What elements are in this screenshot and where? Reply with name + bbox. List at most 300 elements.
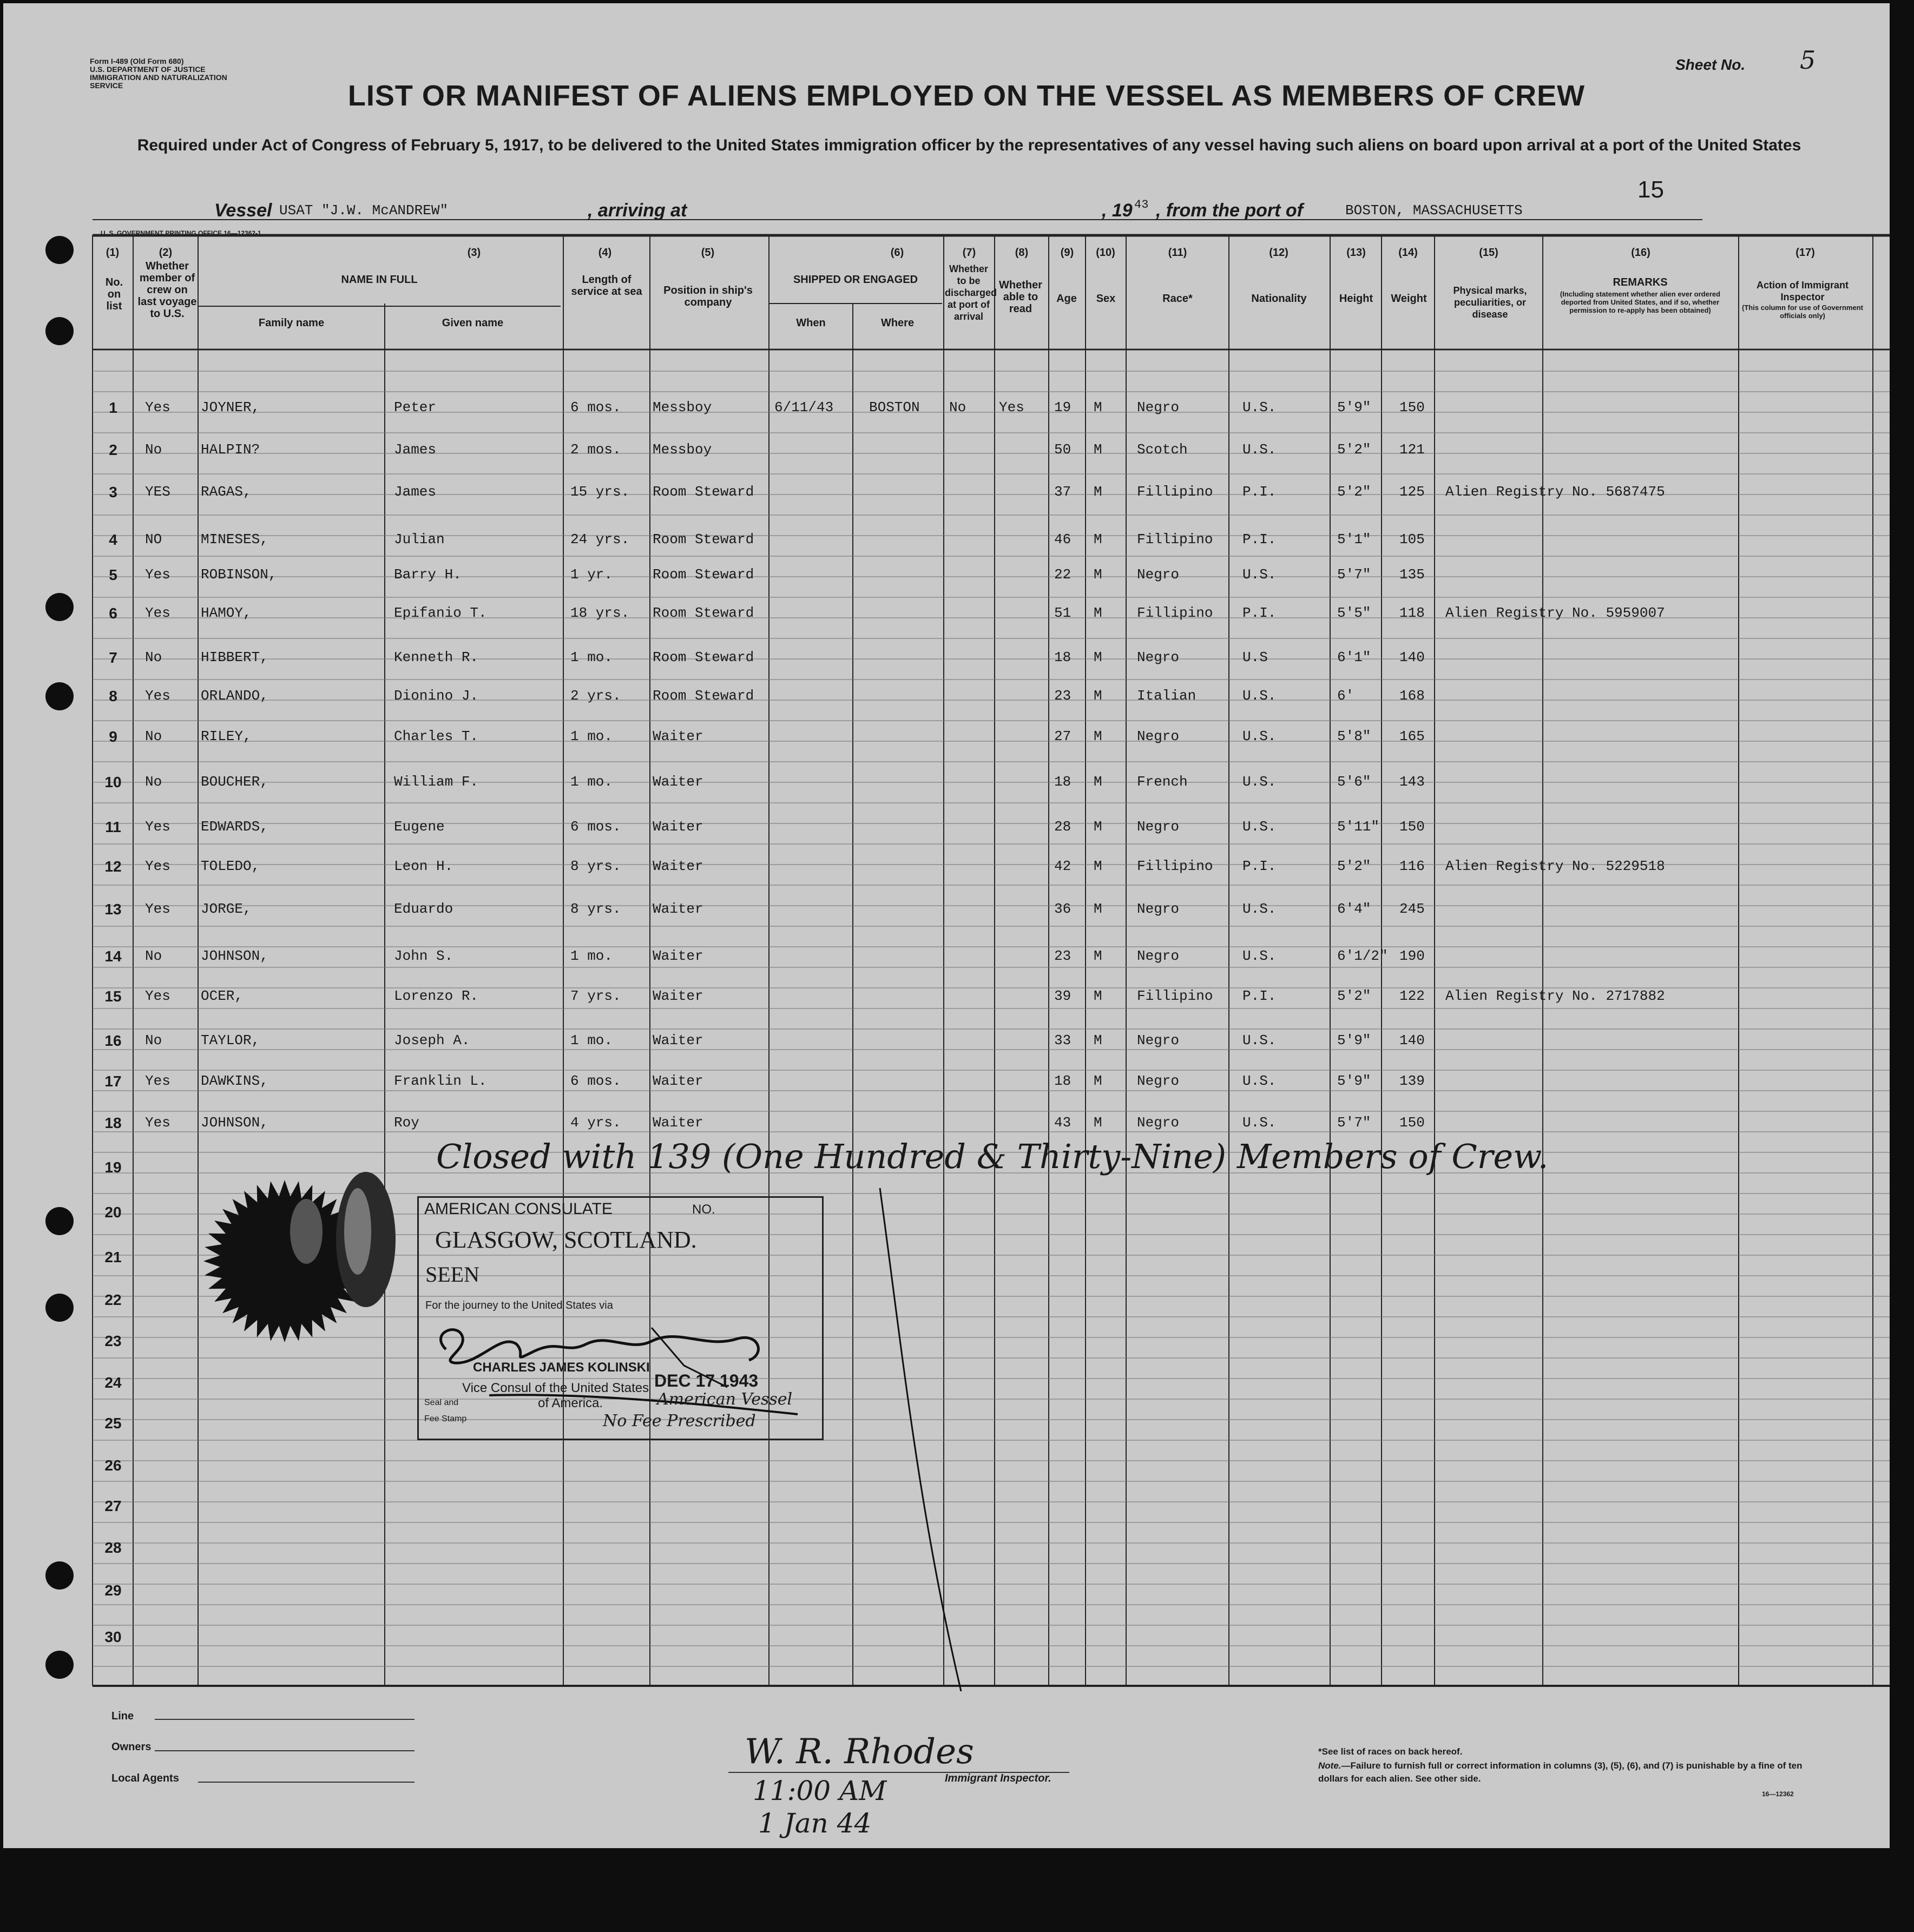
- column-number: (3): [467, 247, 481, 259]
- agents-label: Local Agents: [111, 1772, 179, 1784]
- cell-age: 27: [1054, 728, 1071, 744]
- cell-age: 46: [1054, 531, 1071, 548]
- cell-given-name: Lorenzo R.: [394, 988, 479, 1004]
- penalty-note: [1318, 1759, 1816, 1785]
- date-note: 1 Jan 44: [758, 1808, 872, 1839]
- cell-nationality: U.S.: [1242, 399, 1277, 416]
- column-number: (12): [1269, 247, 1288, 259]
- cell-nationality: P.I.: [1242, 988, 1277, 1004]
- page-subtitle: Required under Act of Congress of February 5, 1917, to be delivered to the United States immigration officer by the representatives of any vessel having such aliens on board upon arrival at a port of the United States: [137, 136, 1801, 154]
- cell-race: Italian: [1137, 688, 1196, 704]
- cell-prev-voyage: No: [145, 441, 162, 458]
- cell-height: 5'2": [1337, 988, 1371, 1004]
- cell-family-name: JORGE,: [201, 901, 252, 917]
- cell-where: BOSTON: [869, 399, 920, 416]
- cell-prev-voyage: Yes: [145, 988, 170, 1004]
- col-header-sex: Sex: [1096, 293, 1116, 305]
- stamp-title2: of America.: [538, 1396, 603, 1410]
- form-code: 16—12362: [1762, 1790, 1794, 1798]
- cell-family-name: EDWARDS,: [201, 819, 268, 835]
- cell-prev-voyage: Yes: [145, 858, 170, 874]
- column-number: (5): [701, 247, 715, 259]
- form-number: Form I-489 (Old Form 680): [90, 57, 184, 65]
- column-number: (15): [1479, 247, 1498, 259]
- stamp-signatory: CHARLES JAMES KOLINSKI: [473, 1360, 650, 1375]
- cell-race: Negro: [1137, 901, 1180, 917]
- consulate-stamp: [417, 1196, 824, 1440]
- cell-nationality: U.S.: [1242, 948, 1277, 964]
- owners-label: Owners: [111, 1741, 152, 1753]
- col-header-when: When: [796, 317, 826, 329]
- col-header-discharged: Whether to be discharged at port of arrival: [945, 263, 997, 322]
- cell-given-name: James: [394, 441, 437, 458]
- cell-given-name: Barry H.: [394, 566, 462, 583]
- arriving-label: , arriving at: [588, 200, 687, 221]
- vessel-name: USAT "J.W. McANDREW": [279, 202, 449, 219]
- cell-service: 1 mo.: [570, 649, 613, 665]
- cell-sex: M: [1094, 649, 1102, 665]
- cell-prev-voyage: No: [145, 649, 162, 665]
- cell-age: 18: [1054, 649, 1071, 665]
- column-number: (16): [1631, 247, 1650, 259]
- cell-prev-voyage: Yes: [145, 399, 170, 416]
- cell-family-name: HALPIN?: [201, 441, 260, 458]
- col-header-given-name: Given name: [442, 317, 504, 329]
- row-number: 27: [104, 1498, 122, 1514]
- cell-weight: 143: [1399, 774, 1425, 790]
- cell-weight: 105: [1399, 531, 1425, 548]
- cell-race: Negro: [1137, 1115, 1180, 1131]
- column-number: (14): [1398, 247, 1418, 259]
- cell-service: 8 yrs.: [570, 901, 621, 917]
- cell-sex: M: [1094, 774, 1102, 790]
- cell-service: 6 mos.: [570, 399, 621, 416]
- cell-remarks: Alien Registry No. 5229518: [1445, 858, 1665, 874]
- stamp-seal-label: Seal and: [424, 1398, 459, 1407]
- col-header-shipped: SHIPPED OR ENGAGED: [793, 274, 918, 286]
- note-text: —Failure to furnish full or correct information in columns (3), (5), (6), and (7) is punishable by a fine of ten dollars for each alien. See other side.: [1318, 1760, 1803, 1784]
- cell-family-name: TAYLOR,: [201, 1032, 260, 1049]
- cell-height: 5'9": [1337, 399, 1371, 416]
- cell-prev-voyage: Yes: [145, 819, 170, 835]
- cell-remarks: Alien Registry No. 2717882: [1445, 988, 1665, 1004]
- cell-weight: 121: [1399, 441, 1425, 458]
- cell-race: Negro: [1137, 649, 1180, 665]
- col-header-where: Where: [880, 317, 915, 329]
- cell-height: 5'5": [1337, 605, 1371, 621]
- cell-position: Waiter: [653, 774, 703, 790]
- column-number: (13): [1346, 247, 1366, 259]
- cell-given-name: John S.: [394, 948, 453, 964]
- col-header-age: Age: [1056, 293, 1077, 305]
- cell-prev-voyage: Yes: [145, 1115, 170, 1131]
- cell-position: Room Steward: [653, 688, 754, 704]
- cell-position: Room Steward: [653, 649, 754, 665]
- row-number: 16: [104, 1032, 122, 1049]
- cell-weight: 190: [1399, 948, 1425, 964]
- seal-stamps: [203, 1161, 420, 1361]
- column-number: (9): [1060, 247, 1074, 259]
- inspector-label: Immigrant Inspector.: [945, 1772, 1051, 1784]
- row-number: 28: [104, 1539, 122, 1556]
- cell-sex: M: [1094, 948, 1102, 964]
- col-header-race: Race*: [1162, 293, 1193, 305]
- stamp-title1: Vice Consul of the United States: [462, 1381, 649, 1395]
- cell-service: 18 yrs.: [570, 605, 630, 621]
- year-label: , 19: [1102, 200, 1133, 221]
- cell-position: Waiter: [653, 988, 703, 1004]
- stamp-date: DEC 17 1943: [654, 1371, 759, 1390]
- cell-race: Negro: [1137, 1032, 1180, 1049]
- column-number: (11): [1168, 247, 1187, 259]
- row-number: 25: [104, 1415, 122, 1432]
- cell-family-name: ROBINSON,: [201, 566, 277, 583]
- stamp-no-label: NO.: [692, 1202, 715, 1217]
- cell-position: Waiter: [653, 1073, 703, 1089]
- col-header-prev-voyage: Whether member of crew on last voyage to U.S.: [137, 260, 197, 320]
- cell-age: 43: [1054, 1115, 1071, 1131]
- cell-age: 23: [1054, 688, 1071, 704]
- row-number: 11: [105, 819, 121, 835]
- column-number: (4): [598, 247, 612, 259]
- cell-race: Fillipino: [1137, 484, 1213, 500]
- row-number: 1: [109, 399, 117, 416]
- year-value: 43: [1134, 198, 1149, 212]
- cell-sex: M: [1094, 819, 1102, 835]
- cell-height: 5'7": [1337, 1115, 1371, 1131]
- col-header-remarks-note: (Including statement whether alien ever ordered deported from United States, and if so, whether permission to re-apply has been obtained): [1560, 290, 1721, 314]
- stamp-journey: For the journey to the United States via: [425, 1300, 613, 1311]
- row-number: 20: [104, 1204, 122, 1221]
- col-header-remarks: REMARKS: [1613, 276, 1668, 288]
- cell-family-name: HIBBERT,: [201, 649, 268, 665]
- cell-sex: M: [1094, 688, 1102, 704]
- cell-prev-voyage: Yes: [145, 605, 170, 621]
- cell-given-name: Franklin L.: [394, 1073, 487, 1089]
- cell-sex: M: [1094, 399, 1102, 416]
- cell-service: 2 yrs.: [570, 688, 621, 704]
- stamp-handwritten-fee: No Fee Prescribed: [603, 1412, 756, 1430]
- cell-nationality: U.S.: [1242, 1115, 1277, 1131]
- manifest-sheet: [3, 3, 1890, 1848]
- cell-age: 33: [1054, 1032, 1071, 1049]
- cell-race: Negro: [1137, 399, 1180, 416]
- row-number: 14: [104, 948, 122, 965]
- row-number: 23: [104, 1333, 122, 1349]
- cell-height: 5'7": [1337, 566, 1371, 583]
- cell-position: Waiter: [653, 858, 703, 874]
- row-number: 22: [104, 1291, 122, 1308]
- cell-given-name: Eduardo: [394, 901, 453, 917]
- cell-sex: M: [1094, 858, 1102, 874]
- cell-nationality: U.S.: [1242, 566, 1277, 583]
- races-note: *See list of races on back hereof.: [1318, 1746, 1463, 1757]
- vessel-label: Vessel: [214, 200, 272, 221]
- cell-race: Negro: [1137, 948, 1180, 964]
- line-label: Line: [111, 1710, 134, 1722]
- cell-family-name: HAMOY,: [201, 605, 252, 621]
- cell-weight: 140: [1399, 1032, 1425, 1049]
- page-number: 15: [1637, 176, 1664, 203]
- cell-race: Negro: [1137, 728, 1180, 744]
- cell-position: Waiter: [653, 948, 703, 964]
- cell-nationality: U.S.: [1242, 1073, 1277, 1089]
- cell-given-name: Charles T.: [394, 728, 479, 744]
- column-number: (2): [159, 247, 173, 259]
- cell-weight: 150: [1399, 399, 1425, 416]
- cell-position: Room Steward: [653, 484, 754, 500]
- cell-height: 5'11": [1337, 819, 1380, 835]
- cell-service: 6 mos.: [570, 819, 621, 835]
- cell-height: 5'1": [1337, 531, 1371, 548]
- cell-age: 37: [1054, 484, 1071, 500]
- cell-race: Fillipino: [1137, 605, 1213, 621]
- cell-given-name: Roy: [394, 1115, 419, 1131]
- cell-family-name: BOUCHER,: [201, 774, 268, 790]
- cell-nationality: P.I.: [1242, 531, 1277, 548]
- col-header-nationality: Nationality: [1251, 293, 1307, 305]
- cell-discharged: No: [949, 399, 966, 416]
- cell-service: 8 yrs.: [570, 858, 621, 874]
- cell-height: 5'8": [1337, 728, 1371, 744]
- row-number: 2: [109, 441, 117, 458]
- cell-prev-voyage: NO: [145, 531, 162, 548]
- cell-weight: 140: [1399, 649, 1425, 665]
- cell-position: Waiter: [653, 1115, 703, 1131]
- cell-service: 1 mo.: [570, 728, 613, 744]
- cell-height: 5'9": [1337, 1073, 1371, 1089]
- cell-remarks: Alien Registry No. 5959007: [1445, 605, 1665, 621]
- cell-service: 2 mos.: [570, 441, 621, 458]
- cell-given-name: Joseph A.: [394, 1032, 470, 1049]
- cell-weight: 139: [1399, 1073, 1425, 1089]
- col-header-position: Position in ship's company: [663, 285, 753, 308]
- cell-given-name: Peter: [394, 399, 437, 416]
- cell-service: 6 mos.: [570, 1073, 621, 1089]
- cell-sex: M: [1094, 1032, 1102, 1049]
- cell-weight: 125: [1399, 484, 1425, 500]
- cell-remarks: Alien Registry No. 5687475: [1445, 484, 1665, 500]
- cell-service: 1 yr.: [570, 566, 613, 583]
- column-number: (6): [890, 247, 904, 259]
- cell-prev-voyage: No: [145, 774, 162, 790]
- service-name: IMMIGRATION AND NATURALIZATION SERVICE: [90, 73, 227, 90]
- cell-service: 1 mo.: [570, 774, 613, 790]
- cell-prev-voyage: No: [145, 1032, 162, 1049]
- cell-race: Negro: [1137, 1073, 1180, 1089]
- cell-sex: M: [1094, 901, 1102, 917]
- cell-race: Negro: [1137, 819, 1180, 835]
- column-number: (8): [1015, 247, 1029, 259]
- cell-height: 6'4": [1337, 901, 1371, 917]
- row-number: 15: [104, 988, 122, 1005]
- stamp-handwritten-vessel: American Vessel: [657, 1390, 793, 1409]
- cell-age: 19: [1054, 399, 1071, 416]
- col-header-action: Action of Immigrant Inspector: [1757, 280, 1849, 302]
- row-number: 17: [104, 1073, 122, 1090]
- cell-age: 39: [1054, 988, 1071, 1004]
- row-number: 30: [104, 1628, 122, 1645]
- row-number: 26: [104, 1457, 122, 1474]
- cell-position: Waiter: [653, 1032, 703, 1049]
- inspector-signature: W. R. Rhodes: [745, 1732, 974, 1772]
- department-name: U.S. DEPARTMENT OF JUSTICE: [90, 65, 206, 74]
- cell-weight: 116: [1399, 858, 1425, 874]
- cell-age: 22: [1054, 566, 1071, 583]
- page-title: LIST OR MANIFEST OF ALIENS EMPLOYED ON THE VESSEL AS MEMBERS OF CREW: [347, 80, 1586, 112]
- row-number: 9: [109, 728, 117, 745]
- cell-prev-voyage: Yes: [145, 688, 170, 704]
- cell-weight: 165: [1399, 728, 1425, 744]
- row-number: 19: [104, 1159, 122, 1176]
- cell-service: 7 yrs.: [570, 988, 621, 1004]
- cell-height: 6'1/2": [1337, 948, 1388, 964]
- cell-nationality: P.I.: [1242, 484, 1277, 500]
- cell-race: French: [1137, 774, 1188, 790]
- cell-nationality: U.S.: [1242, 441, 1277, 458]
- row-number: 10: [104, 774, 122, 790]
- col-header-number: No. on list: [105, 276, 123, 312]
- cell-family-name: DAWKINS,: [201, 1073, 268, 1089]
- from-port-label: , from the port of: [1156, 200, 1303, 221]
- column-number: (17): [1795, 247, 1815, 259]
- cell-nationality: U.S.: [1242, 688, 1277, 704]
- cell-family-name: ORLANDO,: [201, 688, 268, 704]
- cell-sex: M: [1094, 441, 1102, 458]
- cell-family-name: TOLEDO,: [201, 858, 260, 874]
- cell-sex: M: [1094, 988, 1102, 1004]
- cell-given-name: Leon H.: [394, 858, 453, 874]
- col-header-height: Height: [1339, 293, 1373, 305]
- note-label: Note.: [1318, 1760, 1341, 1771]
- cell-sex: M: [1094, 605, 1102, 621]
- cell-age: 18: [1054, 1073, 1071, 1089]
- cell-position: Waiter: [653, 819, 703, 835]
- row-number: 12: [104, 858, 122, 875]
- col-header-weight: Weight: [1391, 293, 1427, 305]
- cell-age: 51: [1054, 605, 1071, 621]
- stamp-fee-label: Fee Stamp: [424, 1414, 467, 1423]
- cell-nationality: U.S.: [1242, 901, 1277, 917]
- cell-prev-voyage: YES: [145, 484, 170, 500]
- cell-family-name: RAGAS,: [201, 484, 252, 500]
- row-number: 5: [109, 566, 117, 583]
- cell-given-name: Epifanio T.: [394, 605, 487, 621]
- cell-prev-voyage: Yes: [145, 901, 170, 917]
- cell-read: Yes: [999, 399, 1024, 416]
- cell-given-name: James: [394, 484, 437, 500]
- cell-family-name: OCER,: [201, 988, 244, 1004]
- cell-height: 5'2": [1337, 484, 1371, 500]
- cell-prev-voyage: Yes: [145, 566, 170, 583]
- closing-note: Closed with 139 (One Hundred & Thirty-Nine) Members of Crew.: [436, 1137, 1549, 1176]
- cell-age: 36: [1054, 901, 1071, 917]
- cell-nationality: U.S.: [1242, 819, 1277, 835]
- row-number: 21: [104, 1249, 122, 1265]
- col-header-physical: Physical marks, peculiarities, or disease: [1453, 285, 1527, 320]
- cell-weight: 168: [1399, 688, 1425, 704]
- cell-race: Fillipino: [1137, 531, 1213, 548]
- col-header-family-name: Family name: [258, 317, 325, 329]
- cell-race: Scotch: [1137, 441, 1188, 458]
- row-number: 29: [104, 1582, 122, 1599]
- cell-position: Messboy: [653, 441, 712, 458]
- cell-when: 6/11/43: [774, 399, 834, 416]
- cell-height: 5'2": [1337, 858, 1371, 874]
- cell-height: 6': [1337, 688, 1354, 704]
- cell-service: 15 yrs.: [570, 484, 630, 500]
- cell-weight: 135: [1399, 566, 1425, 583]
- cell-position: Room Steward: [653, 605, 754, 621]
- cell-nationality: P.I.: [1242, 605, 1277, 621]
- cell-race: Negro: [1137, 566, 1180, 583]
- cell-family-name: MINESES,: [201, 531, 268, 548]
- cell-position: Room Steward: [653, 566, 754, 583]
- cell-nationality: U.S: [1242, 649, 1268, 665]
- cell-height: 5'9": [1337, 1032, 1371, 1049]
- cell-family-name: RILEY,: [201, 728, 252, 744]
- cell-service: 24 yrs.: [570, 531, 630, 548]
- cell-height: 6'1": [1337, 649, 1371, 665]
- row-number: 3: [109, 484, 117, 500]
- row-number: 6: [109, 605, 117, 622]
- row-number: 18: [104, 1115, 122, 1131]
- stamp-consulate: AMERICAN CONSULATE: [424, 1200, 613, 1218]
- cell-given-name: Julian: [394, 531, 445, 548]
- cell-height: 5'6": [1337, 774, 1371, 790]
- cell-given-name: William F.: [394, 774, 479, 790]
- cell-age: 50: [1054, 441, 1071, 458]
- cell-age: 23: [1054, 948, 1071, 964]
- stamp-seen: SEEN: [425, 1262, 479, 1287]
- cell-family-name: JOHNSON,: [201, 948, 268, 964]
- time-note: 11:00 AM: [753, 1775, 887, 1806]
- cell-prev-voyage: No: [145, 728, 162, 744]
- cell-sex: M: [1094, 484, 1102, 500]
- column-number: (1): [106, 247, 120, 259]
- cell-position: Waiter: [653, 901, 703, 917]
- cell-weight: 118: [1399, 605, 1425, 621]
- from-port-value: BOSTON, MASSACHUSETTS: [1345, 202, 1523, 219]
- cell-height: 5'2": [1337, 441, 1371, 458]
- cell-nationality: U.S.: [1242, 774, 1277, 790]
- stamp-city: GLASGOW, SCOTLAND.: [435, 1227, 697, 1253]
- cell-given-name: Dionino J.: [394, 688, 479, 704]
- cell-nationality: P.I.: [1242, 858, 1277, 874]
- cell-given-name: Eugene: [394, 819, 445, 835]
- cell-sex: M: [1094, 566, 1102, 583]
- cell-nationality: U.S.: [1242, 1032, 1277, 1049]
- cell-prev-voyage: No: [145, 948, 162, 964]
- col-header-name: NAME IN FULL: [341, 274, 418, 286]
- col-header-service: Length of service at sea: [571, 274, 642, 298]
- row-number: 13: [104, 901, 122, 918]
- footer-lines: [155, 1713, 425, 1783]
- cell-nationality: U.S.: [1242, 728, 1277, 744]
- cell-weight: 245: [1399, 901, 1425, 917]
- cell-sex: M: [1094, 1115, 1102, 1131]
- column-number: (7): [962, 247, 976, 259]
- printing-office: U. S. GOVERNMENT PRINTING OFFICE 16—12362-1: [101, 229, 261, 237]
- cell-weight: 122: [1399, 988, 1425, 1004]
- cell-age: 42: [1054, 858, 1071, 874]
- column-number: (10): [1096, 247, 1115, 259]
- cell-family-name: JOYNER,: [201, 399, 260, 416]
- row-number: 4: [109, 531, 117, 548]
- col-header-read: Whether able to read: [999, 279, 1042, 315]
- cell-race: Fillipino: [1137, 858, 1213, 874]
- cell-service: 4 yrs.: [570, 1115, 621, 1131]
